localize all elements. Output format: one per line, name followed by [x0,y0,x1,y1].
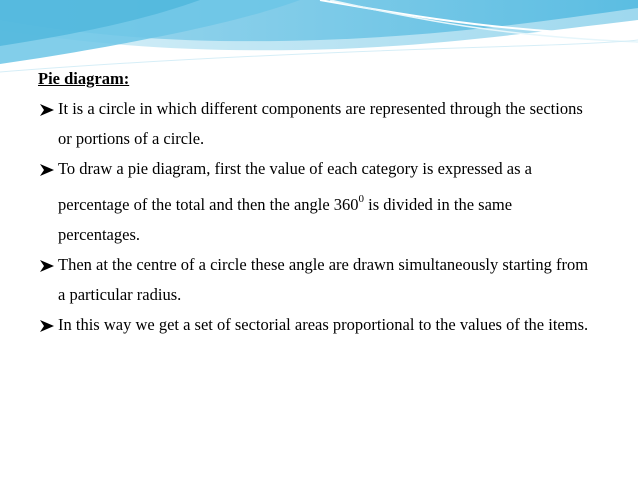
bullet-text-before: To draw a pie diagram, first the value of each category is expressed as a percentage of the total and then the angle 360 [58,159,532,214]
arrow-bullet-icon [38,310,58,340]
bullet-text [58,154,598,250]
bullet-text: In this way we get a set of sectorial areas proportional to the values of the items. [58,315,589,334]
bullet-item [38,250,598,310]
slide-title: Pie diagram: [38,69,130,88]
bullet-text-after: is divided in the same percentages. [58,195,513,244]
arrow-bullet-icon [38,94,58,124]
bullet-item [38,310,598,340]
degree-superscript: 0 [358,193,365,205]
slide-content [38,64,598,340]
bullet-text: Then at the centre of a circle these angle are drawn simultaneously starting from a particular radius. [58,255,589,304]
bullet-item [38,94,598,154]
bullet-item [38,154,598,250]
bullet-text: It is a circle in which different components are represented through the sections or portions of a circle. [58,99,583,148]
arrow-bullet-icon [38,250,58,280]
arrow-bullet-icon [38,154,58,184]
